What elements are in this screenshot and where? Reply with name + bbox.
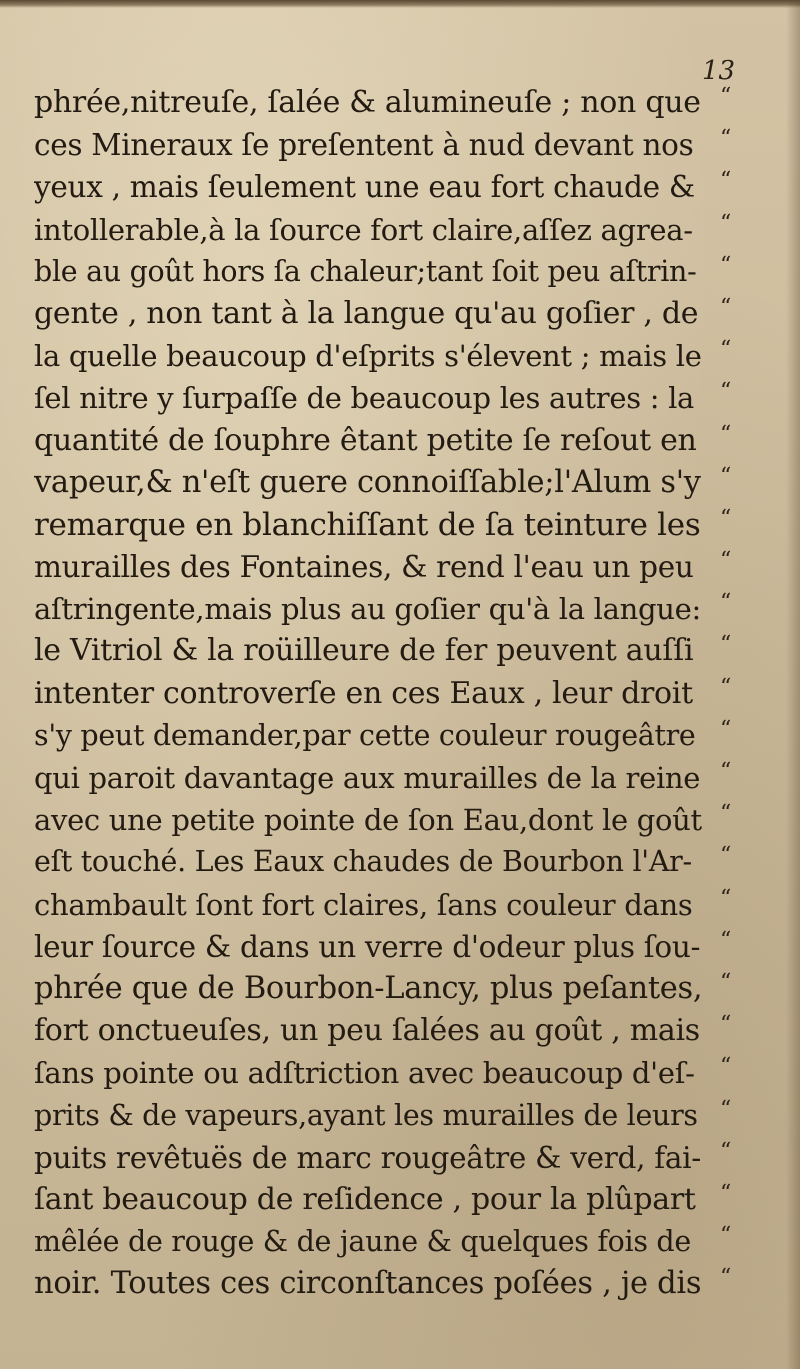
quotation-mark: “: [720, 843, 732, 869]
body-text: [34, 82, 750, 1305]
quotation-mark: “: [720, 548, 732, 574]
quotation-mark: “: [720, 1054, 732, 1080]
line-text: qui paroit davantage aux murailles de la reine: [34, 761, 701, 795]
text-line: [34, 293, 750, 335]
text-line: [34, 630, 750, 672]
line-text: avec une petite pointe de ſon Eau,dont le goût: [34, 803, 702, 838]
quotation-mark: “: [720, 379, 732, 405]
line-text: chambault ſont fort claires, ſans couleur dans: [34, 887, 693, 922]
text-line: [34, 1179, 750, 1221]
page-number: 13: [702, 56, 736, 86]
quotation-mark: “: [720, 969, 732, 995]
quotation-mark: “: [720, 1012, 732, 1038]
line-text: intollerable,à la ſource fort claire,aſſez agrea-: [34, 212, 693, 247]
quotation-mark: “: [720, 505, 732, 531]
text-line: [34, 335, 750, 377]
line-text: noir. Toutes ces circonſtances poſées , je dis: [34, 1266, 702, 1302]
text-line: [34, 1052, 750, 1094]
text-line: [34, 799, 750, 841]
quotation-mark: “: [720, 801, 732, 827]
quotation-mark: “: [720, 463, 732, 489]
text-line: [34, 673, 750, 715]
quotation-mark: “: [720, 84, 732, 109]
text-line: [34, 462, 750, 504]
page-top-edge: [0, 0, 800, 8]
text-line: [34, 884, 750, 926]
text-line: [34, 1095, 750, 1137]
line-text: gente , non tant à la langue qu'au goſier , de: [34, 295, 699, 331]
line-text: ces Mineraux ſe preſentent à nud devant nos: [34, 128, 694, 163]
line-text: ble au goût hors ſa chaleur;tant ſoit peu aſtrin-: [34, 254, 697, 288]
text-line: [34, 588, 750, 630]
text-line: [34, 124, 750, 166]
quotation-mark: “: [720, 1223, 732, 1249]
line-text: ſel nitre y ſurpaſſe de beaucoup les autres : la: [34, 381, 695, 416]
quotation-mark: “: [720, 716, 732, 742]
text-line: [34, 546, 750, 588]
line-text: leur ſource & dans un verre d'odeur plus ſou-: [34, 929, 701, 964]
text-line: [34, 715, 750, 757]
text-line: [34, 504, 750, 546]
quotation-mark: “: [720, 674, 732, 700]
line-text: aſtringente,mais plus au goſier qu'à la langue:: [34, 592, 701, 627]
text-line: [34, 166, 750, 208]
quotation-mark: “: [720, 1180, 732, 1206]
text-line: [34, 841, 750, 883]
quotation-mark: “: [720, 927, 732, 953]
line-text: la quelle beaucoup d'eſprits s'élevent ; mais le: [34, 339, 702, 374]
text-line: [34, 1137, 750, 1179]
quotation-mark: “: [720, 421, 732, 447]
quotation-mark: “: [720, 252, 732, 278]
line-text: ſant beaucoup de reſidence , pour la plûpart: [34, 1181, 696, 1217]
line-text: prits & de vapeurs,ayant les murailles de leurs: [34, 1098, 698, 1132]
line-text: phrée que de Bourbon-Lancy, plus peſantes,: [34, 970, 703, 1006]
line-text: intenter controverſe en ces Eaux , leur droit: [34, 675, 693, 711]
quotation-mark: “: [720, 759, 732, 784]
text-line: [34, 926, 750, 968]
quotation-mark: “: [720, 294, 732, 320]
page-right-edge: [786, 0, 800, 1369]
line-text: puits revêtuës de marc rougeâtre & verd, fai-: [34, 1140, 701, 1175]
quotation-mark: “: [720, 1265, 732, 1291]
quotation-mark: “: [720, 1096, 732, 1122]
text-line: [34, 1010, 750, 1052]
text-line: [34, 377, 750, 419]
line-text: le Vitriol & la roüilleure de fer peuvent auſſi: [34, 633, 694, 669]
line-text: ſans pointe ou adſtriction avec beaucoup d'eſ-: [34, 1056, 695, 1091]
quotation-mark: “: [720, 632, 732, 658]
line-text: s'y peut demander,par cette couleur rougeâtre: [34, 718, 696, 752]
quotation-mark: “: [720, 885, 732, 911]
line-text: remarque en blanchiſſant de ſa teinture les: [34, 506, 701, 543]
text-line: [34, 1221, 750, 1263]
line-text: fort onctueuſes, un peu ſalées au goût , mais: [34, 1013, 700, 1049]
text-line: [34, 757, 750, 799]
text-line: [34, 968, 750, 1010]
line-text: quantité de ſouphre êtant petite ſe reſout en: [34, 422, 697, 458]
text-line: [34, 251, 750, 293]
line-text: yeux , mais ſeulement une eau fort chaude &: [34, 170, 695, 205]
quotation-mark: “: [720, 590, 732, 616]
text-line: [34, 209, 750, 251]
quotation-mark: “: [720, 1138, 732, 1164]
text-line: [34, 82, 750, 124]
quotation-mark: “: [720, 337, 732, 363]
line-text: vapeur,& n'eſt guere connoiſſable;l'Alum s'y: [34, 464, 701, 500]
line-text: phrée,nitreuſe, ſalée & alumineuſe ; non que: [34, 85, 701, 120]
quotation-mark: “: [720, 210, 732, 236]
quotation-mark: “: [720, 126, 732, 152]
line-text: mêlée de rouge & de jaune & quelques fois de: [34, 1225, 691, 1259]
line-text: murailles des Fontaines, & rend l'eau un peu: [34, 550, 694, 585]
text-line: [34, 420, 750, 462]
line-text: eſt touché. Les Eaux chaudes de Bourbon l'Ar-: [34, 845, 692, 879]
quotation-mark: “: [720, 168, 732, 194]
text-line: [34, 1263, 750, 1305]
